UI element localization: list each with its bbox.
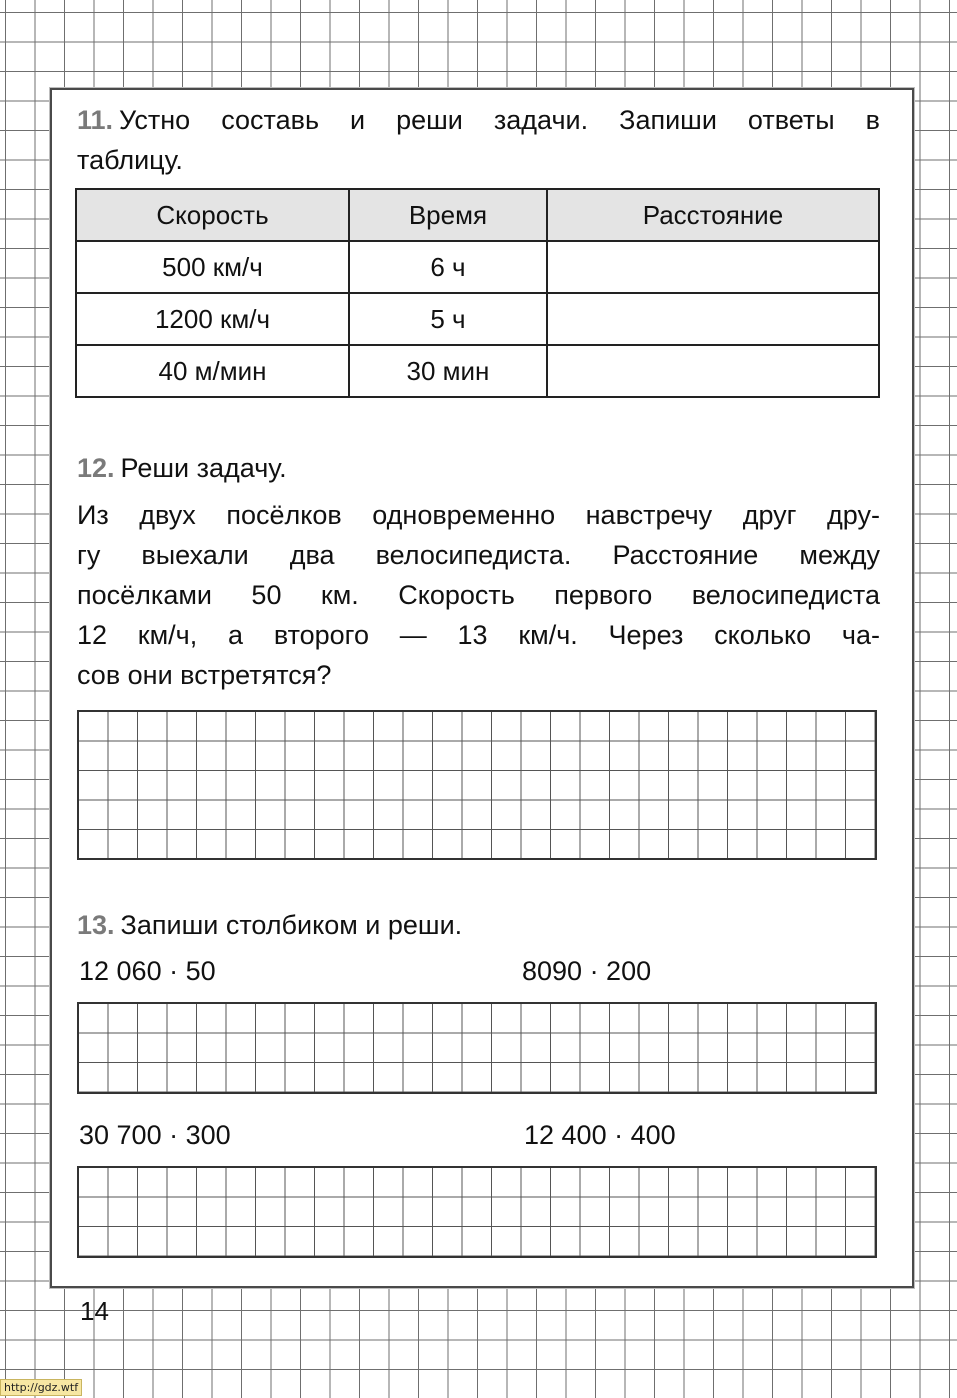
task-12-number: 12. (77, 453, 115, 483)
expression-4: 12 400 · 400 (524, 1120, 676, 1150)
cell-speed: 40 м/мин (76, 345, 349, 397)
task-12-title: Реши задачу. (120, 453, 287, 483)
watermark-url: http://gdz.wtf (0, 1379, 82, 1396)
cell-distance-answer[interactable] (547, 293, 879, 345)
problem-line: сов они встретятся? (77, 660, 332, 690)
expression-1: 12 060 · 50 (79, 956, 216, 986)
problem-line: Из двух посёлков одновременно навстречу друг дру- (77, 500, 880, 530)
task-12-answer-grid[interactable] (77, 710, 877, 860)
table-row (76, 293, 879, 345)
cell-time: 6 ч (349, 241, 547, 293)
expression-2: 8090 · 200 (522, 956, 652, 986)
header-speed: Скорость (76, 189, 349, 241)
header-distance: Расстояние (547, 189, 879, 241)
cell-speed: 500 км/ч (76, 241, 349, 293)
problem-line: 12 км/ч, а второго — 13 км/ч. Через сколько ча- (77, 620, 880, 650)
task-11-heading (77, 100, 880, 180)
task-13-heading (77, 905, 462, 945)
task-13-title: Запиши столбиком и реши. (120, 910, 463, 940)
expression-3: 30 700 · 300 (79, 1120, 231, 1150)
task-13-grid-row-1[interactable] (77, 1002, 877, 1094)
cell-time: 5 ч (349, 293, 547, 345)
problem-line: посёлками 50 км. Скорость первого велосипедиста (77, 580, 880, 610)
task-11-title-line1: Устно составь и реши задачи. Запиши ответы в (119, 105, 880, 135)
task-13-number: 13. (77, 910, 115, 940)
table-row (76, 345, 879, 397)
table-row (76, 241, 879, 293)
cell-time: 30 мин (349, 345, 547, 397)
table-header-row (76, 189, 879, 241)
task-13-grid-row-2[interactable] (77, 1166, 877, 1258)
page-number: 14 (80, 1296, 109, 1326)
header-time: Время (349, 189, 547, 241)
cell-distance-answer[interactable] (547, 345, 879, 397)
task-12-heading (77, 448, 287, 488)
task-11-number: 11. (77, 105, 114, 135)
speed-time-distance-table (75, 188, 880, 398)
task-12-problem-text (77, 495, 880, 695)
cell-speed: 1200 км/ч (76, 293, 349, 345)
cell-distance-answer[interactable] (547, 241, 879, 293)
problem-line: гу выехали два велосипедиста. Расстояние между (77, 540, 880, 570)
task-11-title-line2: таблицу. (77, 145, 183, 175)
